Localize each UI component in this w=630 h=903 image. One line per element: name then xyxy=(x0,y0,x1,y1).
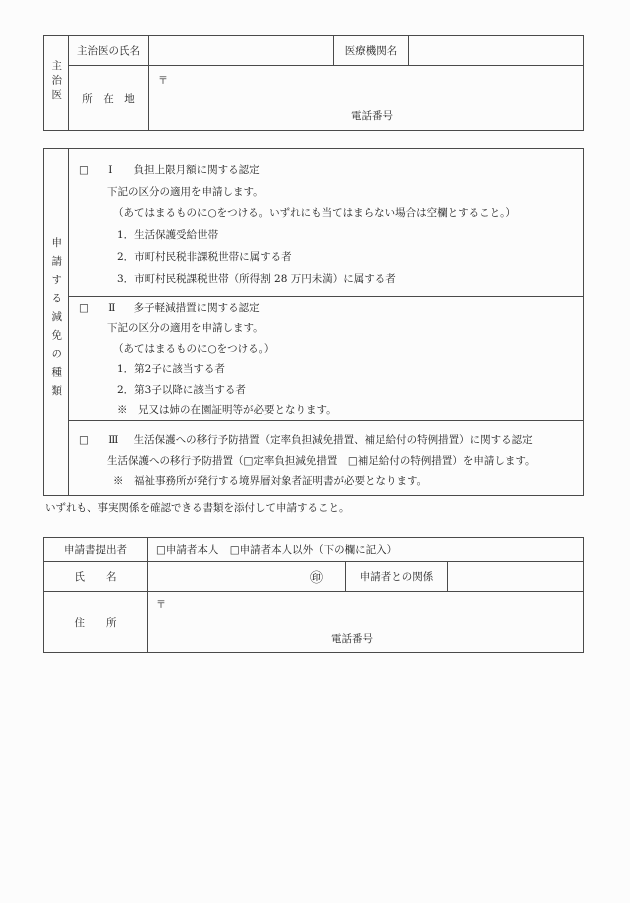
section-1-item-3[interactable]: 3．市町村民税課税世帯（所得割 28 万円未満）に属する者 xyxy=(117,272,396,285)
section-1-item-2[interactable]: 2．市町村民税非課税世帯に属する者 xyxy=(117,250,292,263)
section-1-title-line xyxy=(69,160,583,182)
submitter-name-label: 氏 名 xyxy=(44,562,148,592)
section-1-numeral: Ⅰ xyxy=(108,164,113,176)
exemption-type-table xyxy=(43,148,584,496)
section-2-box xyxy=(69,297,584,421)
physician-name-field[interactable] xyxy=(149,36,334,66)
relation-label: 申請者との関係 xyxy=(346,562,448,592)
section-1-paren-line: （あてはまるものに○をつける。いずれにも当てはまらない場合は空欄とすること。） xyxy=(113,207,516,220)
submitter-options xyxy=(148,538,584,562)
postal-mark-icon: 〒 xyxy=(156,600,166,611)
postal-mark-icon: 〒 xyxy=(158,76,168,87)
submitter-label: 申請書提出者 xyxy=(44,538,148,562)
physician-side-label: 主治医 xyxy=(44,36,69,131)
section-3-title-line xyxy=(69,430,583,450)
attachment-footnote: いずれも、事実関係を確認できる書類を添付して申請すること。 xyxy=(45,502,350,514)
section-3-box xyxy=(69,421,584,496)
submitter-self-checkbox[interactable]: □申請者本人 xyxy=(156,544,219,556)
section-1-title: 負担上限月額に関する認定 xyxy=(133,164,260,176)
physician-table xyxy=(43,35,584,131)
section-2-checkbox[interactable]: □ xyxy=(79,302,89,314)
section-2-title: 多子軽減措置に関する認定 xyxy=(133,302,260,314)
relation-field[interactable] xyxy=(448,562,584,592)
section-2-apply-line: 下記の区分の適用を申請します。 xyxy=(107,322,264,335)
physician-name-label: 主治医の氏名 xyxy=(69,36,149,66)
section-3-title: 生活保護への移行予防措置（定率負担減免措置、補足給付の特例措置）に関する認定 xyxy=(133,434,533,447)
section-3-apply-line[interactable]: 生活保護への移行予防措置（□定率負担減免措置 □補足給付の特例措置）を申請します。 xyxy=(107,454,536,467)
submitter-name-field[interactable] xyxy=(148,562,346,592)
section-1-apply-line: 下記の区分の適用を申請します。 xyxy=(107,185,264,198)
submitter-other-checkbox[interactable]: □申請者本人以外（下の欄に記入） xyxy=(229,544,398,556)
institution-name-field[interactable] xyxy=(409,36,584,66)
exemption-side-label: 申請する減免の種類 xyxy=(44,149,69,496)
institution-name-label: 医療機関名 xyxy=(334,36,409,66)
section-1-box xyxy=(69,149,584,297)
physician-phone-label: 電話番号 xyxy=(351,110,393,122)
section-2-item-1[interactable]: 1．第2子に該当する者 xyxy=(117,363,225,376)
section-3-note-line: ※ 福祉事務所が発行する境界層対象者証明書が必要となります。 xyxy=(113,475,428,488)
section-2-paren-line: （あてはまるものに○をつける。） xyxy=(113,342,275,355)
section-2-numeral: Ⅱ xyxy=(108,302,116,314)
section-2-title-line xyxy=(69,298,583,318)
seal-mark-icon: ㊞ xyxy=(309,571,323,586)
section-1-checkbox[interactable]: □ xyxy=(79,164,89,176)
physician-address-field[interactable] xyxy=(149,66,584,131)
submitter-table xyxy=(43,537,584,653)
submitter-address-label: 住 所 xyxy=(44,592,148,653)
section-2-item-2[interactable]: 2．第3子以降に該当する者 xyxy=(117,383,246,396)
section-3-numeral: Ⅲ xyxy=(108,434,119,447)
section-3-checkbox[interactable]: □ xyxy=(79,434,89,447)
submitter-phone-label: 電話番号 xyxy=(331,633,373,645)
submitter-address-field[interactable] xyxy=(148,592,584,653)
section-2-note-line: ※ 兄又は姉の在園証明等が必要となります。 xyxy=(117,404,337,417)
section-1-item-1[interactable]: 1．生活保護受給世帯 xyxy=(117,229,219,242)
physician-address-label: 所 在 地 xyxy=(69,66,149,131)
